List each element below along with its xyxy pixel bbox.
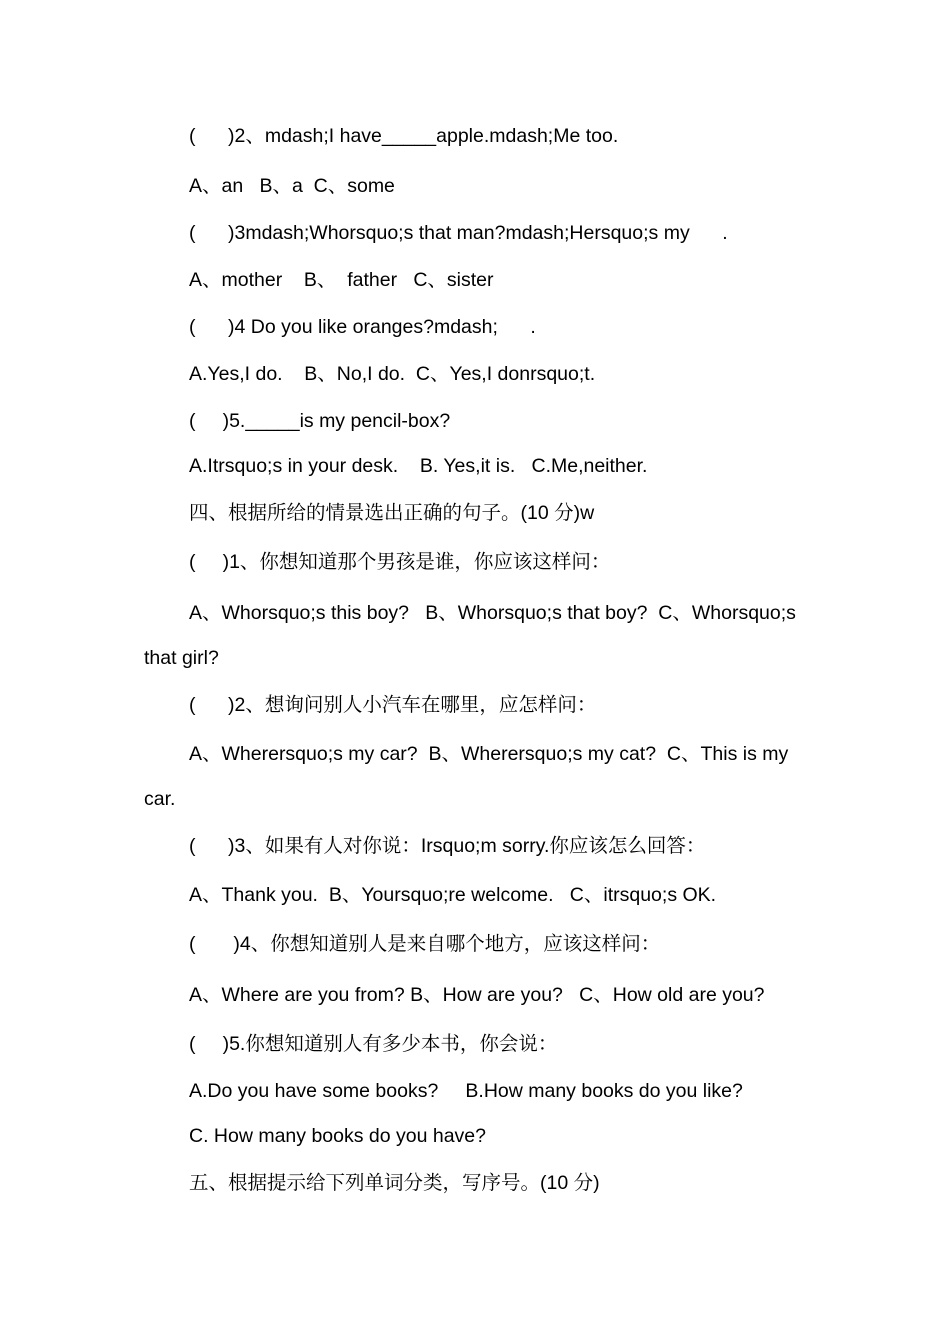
section-5-heading: 五、根据提示给下列单词分类，写序号。(10 分) (189, 1172, 600, 1194)
section-4-question-1-options-cont: that girl? (144, 647, 219, 669)
question-3-options: A、mother B、 father C、sister (189, 269, 494, 291)
section-4-question-1-options: A、Whorsquo;s this boy? B、Whorsquo;s that boy? C、Whorsquo;s (189, 602, 796, 624)
section-4-question-4: ( )4、你想知道别人是来自哪个地方，应该这样问： (189, 933, 661, 955)
question-3-line: ( )3mdash;Whorsquo;s that man?mdash;Hersquo;s my . (189, 222, 728, 244)
section-4-question-1: ( )1、你想知道那个男孩是谁，你应该这样问： (189, 551, 611, 573)
section-4-question-3-options: A、Thank you. B、Yoursquo;re welcome. C、itrsquo;s OK. (189, 884, 717, 906)
section-4-question-4-options: A、Where are you from? B、How are you? C、How old are you? (189, 984, 765, 1006)
question-2-options: A、an B、a C、some (189, 175, 395, 197)
question-4-options: A.Yes,I do. B、No,I do. C、Yes,I donrsquo;t. (189, 363, 596, 385)
section-4-question-2-options: A、Wherersquo;s my car? B、Wherersquo;s my cat? C、This is my (189, 743, 789, 765)
question-4-line: ( )4 Do you like oranges?mdash; . (189, 316, 536, 338)
section-4-question-2-options-cont: car. (144, 788, 176, 810)
section-4-question-3: ( )3、如果有人对你说：Irsquo;m sorry.你应该怎么回答： (189, 835, 706, 857)
section-4-question-5-options: A.Do you have some books? B.How many books do you like? (189, 1080, 743, 1102)
section-4-question-5: ( )5.你想知道别人有多少本书，你会说： (189, 1033, 558, 1055)
section-4-question-2: ( )2、想询问别人小汽车在哪里，应怎样问： (189, 694, 597, 716)
section-4-question-5-options-cont: C. How many books do you have? (189, 1125, 486, 1147)
question-5-line: ( )5._____is my pencil-box? (189, 410, 451, 432)
question-5-options: A.Itrsquo;s in your desk. B. Yes,it is. C.Me,neither. (189, 455, 648, 477)
section-4-heading: 四、根据所给的情景选出正确的句子。(10 分)w (189, 502, 595, 524)
question-2-line: ( )2、mdash;I have_____apple.mdash;Me too. (189, 125, 619, 147)
